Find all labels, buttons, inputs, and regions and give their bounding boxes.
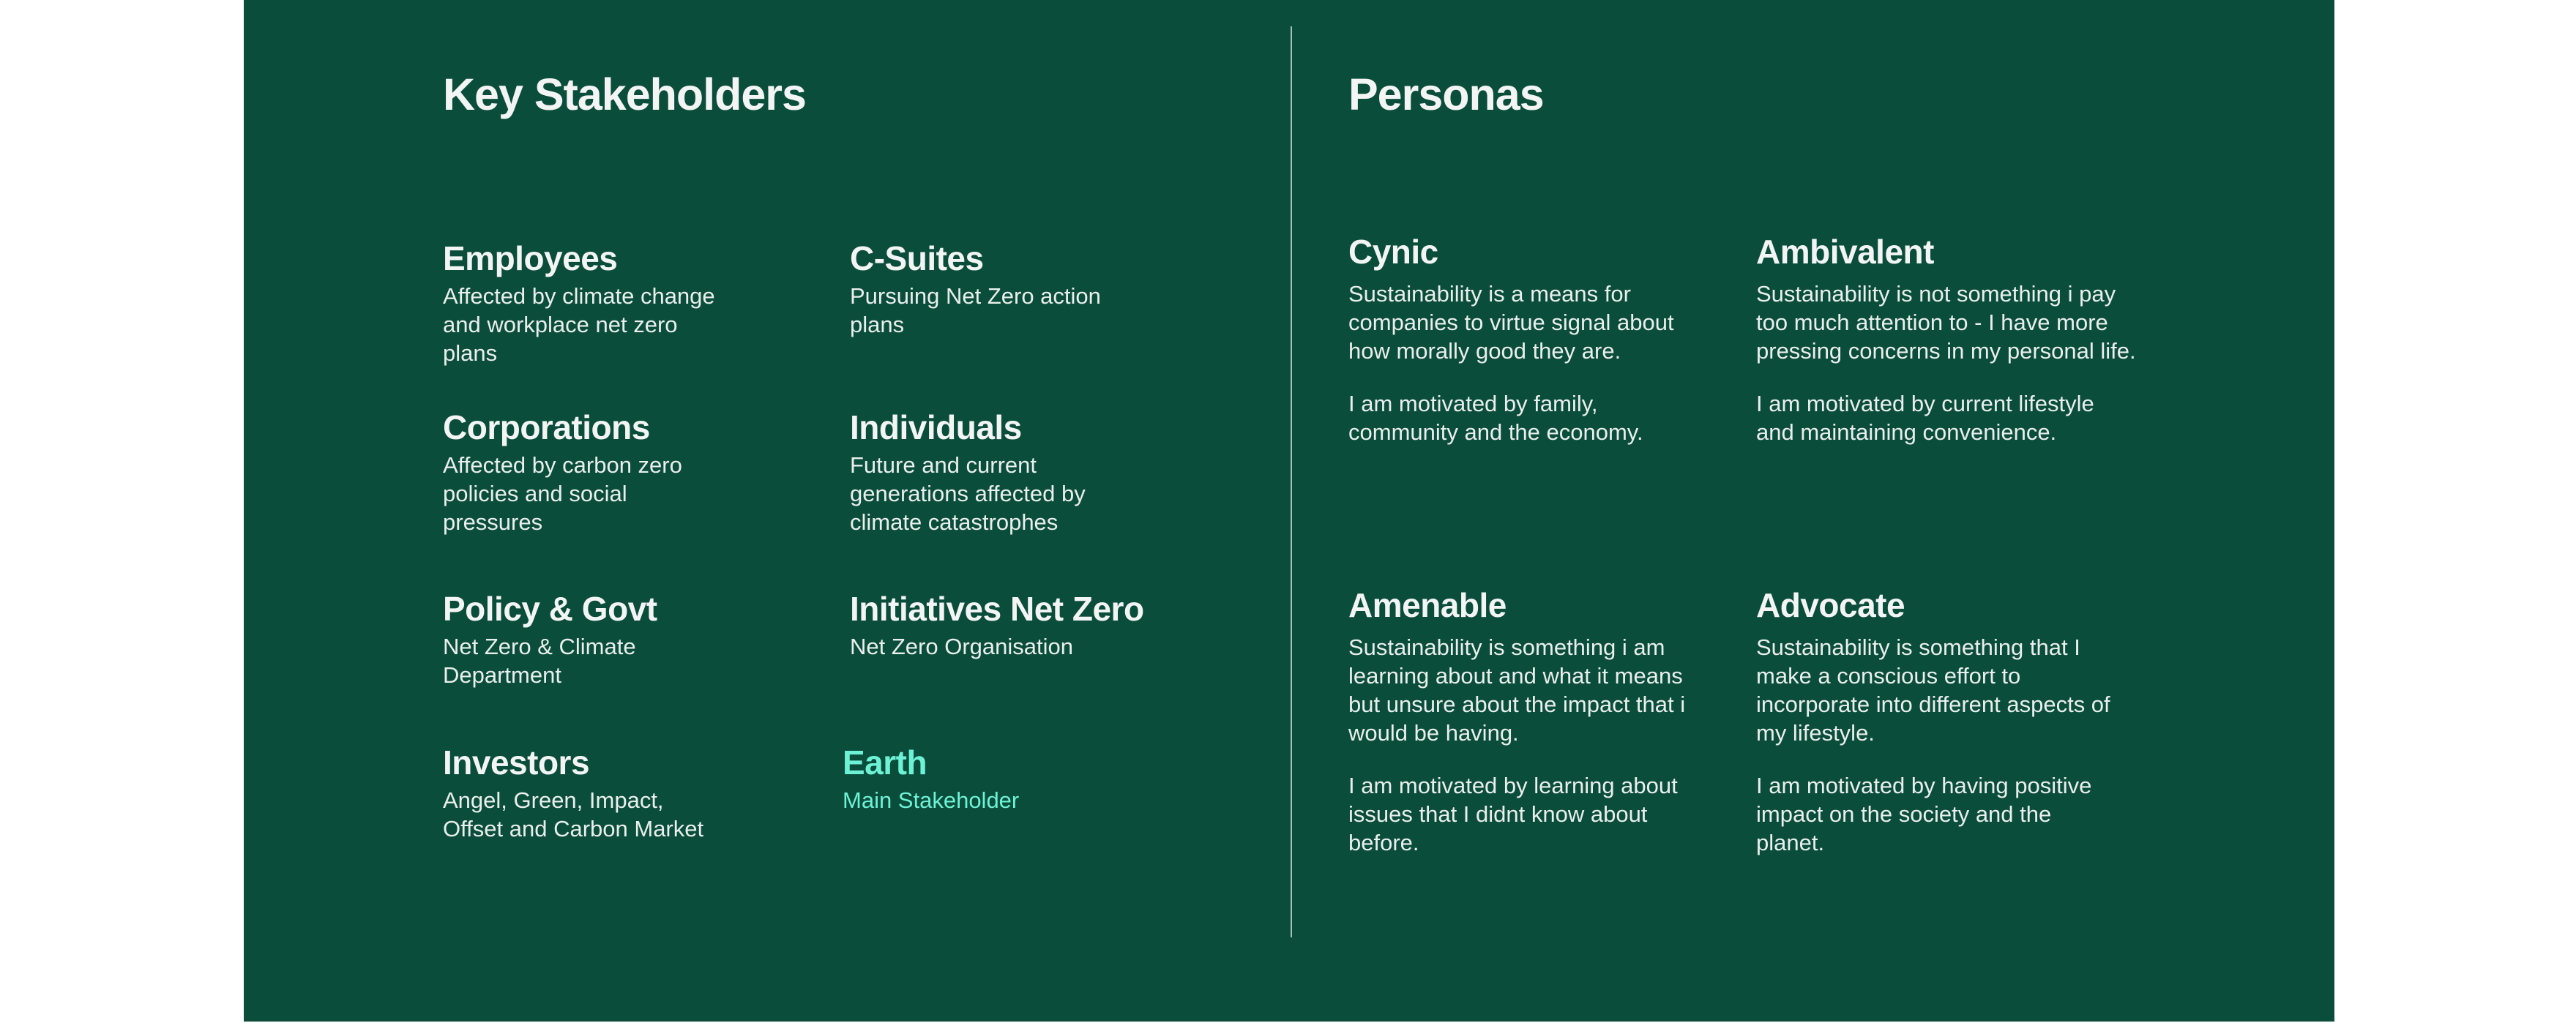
persona-title: Amenable [1348,586,1507,624]
stakeholder-c-suites [850,240,1194,339]
persona-advocate [1756,587,2137,881]
persona-motivation: I am motivated by current lifestyle and maintaining convenience. [1756,390,2094,445]
stakeholder-description: Affected by carbon zero policies and social pressures [443,451,682,535]
stakeholder-description: Net Zero Organisation [850,633,1073,659]
column-divider [1291,26,1292,937]
stakeholders-title: Key Stakeholders [443,70,806,119]
stakeholder-description: Future and current generations affected by climate catastrophes [850,451,1086,535]
stakeholder-title: Initiatives Net Zero [850,590,1144,628]
personas-title: Personas [1348,70,1544,119]
stakeholder-employees [443,240,787,367]
persona-title: Cynic [1348,233,1438,271]
stakeholder-title: Employees [443,239,618,277]
persona-motivation: I am motivated by having positive impact on the society and the planet. [1756,772,2092,855]
persona-ambivalent [1756,233,2137,471]
persona-motivation: I am motivated by learning about issues that I didnt know about before. [1348,772,1678,855]
persona-description: Sustainability is something i am learning about and what it means but unsure about the impact that i would be having. [1348,634,1686,746]
content-panel [244,0,2334,1022]
persona-title: Ambivalent [1756,233,1934,271]
stakeholder-description: Main Stakeholder [843,787,1020,813]
stakeholder-title: Earth [843,743,927,782]
stakeholder-description: Net Zero & Climate Department [443,633,636,688]
stakeholder-description: Affected by climate change and workplace net zero plans [443,282,715,366]
stakeholder-title: C-Suites [850,239,984,277]
stakeholder-description: Angel, Green, Impact, Offset and Carbon Market [443,787,704,842]
stakeholder-title: Policy & Govt [443,590,657,628]
persona-amenable [1348,587,1729,881]
stakeholder-policy-govt [443,591,787,689]
stakeholder-earth [843,744,1187,814]
stakeholder-corporations [443,409,787,536]
persona-motivation: I am motivated by family, community and the economy. [1348,390,1643,445]
stakeholder-description: Pursuing Net Zero action plans [850,282,1101,337]
persona-cynic [1348,233,1729,471]
stakeholder-individuals [850,409,1194,536]
stakeholder-title: Corporations [443,408,650,446]
persona-description: Sustainability is a means for companies to virtue signal about how morally good they are. [1348,280,1674,364]
stakeholder-investors [443,744,787,843]
persona-description: Sustainability is something that I make a conscious effort to incorporate into different aspects of my lifestyle. [1756,634,2110,746]
persona-title: Advocate [1756,586,1905,624]
stakeholder-initiatives-net-zero [850,591,1194,661]
stakeholder-title: Individuals [850,408,1022,446]
persona-description: Sustainability is not something i pay too much attention to - I have more pressing concerns in my personal life. [1756,280,2136,364]
stakeholder-title: Investors [443,743,590,782]
